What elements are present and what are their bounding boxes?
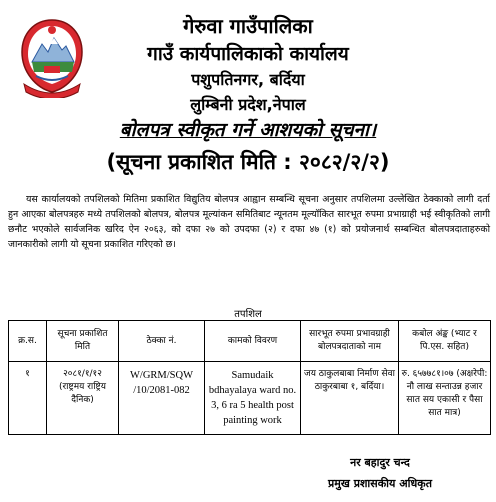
cell-work-description: Samudaik bdhayalaya ward no. 3, 6 ra 5 health post painting work	[205, 362, 301, 435]
cell-sn: १	[9, 362, 47, 435]
cell-bid-amount: रु. ६५७७८१।०७ (अक्षरेपी: नौ लाख सन्ताउन्न हजार सात सय एकासी र पैसा सात मात्र)	[399, 362, 491, 435]
signatory-designation: प्रमुख प्रशासकीय अधिकृत	[328, 477, 432, 490]
col-header-sn: क्र.स.	[9, 321, 47, 362]
signatory-name: नर बहादुर चन्द	[350, 456, 410, 469]
municipality-name: गेरुवा गाउँपालिका	[183, 14, 313, 38]
table-row	[9, 362, 491, 435]
table-header-row	[9, 321, 491, 362]
office-name: गाउँ कार्यपालिकाको कार्यालय	[147, 43, 349, 65]
notice-paragraph: यस कार्यालयको तपशिलको मितिमा प्रकाशित विद्युतिय बोलपत्र आह्वान सम्बन्धि सूचना अनुसार तपशिलमा उल्लेखित ठेक्काको लागी दर्ता हुन आएका बोलपत्रहरु मध्ये तपशिलको बोलपत्र, बोलपत्र मूल्यांकन समितिबाट न्यूनतम मूल्यॉकित सारभूत रुपमा प्रभाग्राही भई स्वीकृतिको लागी छनौट भएकोले सार्वजनिक खरिद ऐन २०६३, को दफा २७ को उपदफा (२) र दफा ४७ (१) को प्रयोजनार्थ सम्बन्धित बोलपत्रदाताहरुको जानकारीको लागी यो सूचना प्रकाशित गरिएको छ।	[8, 194, 490, 250]
table-caption: तपशिल	[234, 309, 262, 320]
col-header-work-description: कामको विवरण	[205, 321, 301, 362]
published-date: (सूचना प्रकाशित मिति : २०८२/२/२)	[106, 150, 390, 174]
cell-bidder-name: जय ठाकुलबाबा निर्माण सेवा ठाकुरबाबा १, बर्दिया।	[301, 362, 399, 435]
col-header-bid-amount: कबोल अंङ्क (भ्याट र पि.एस. सहित)	[399, 321, 491, 362]
col-header-published-date: सूचना प्रकाशित मिति	[47, 321, 119, 362]
office-province: लुम्बिनी प्रदेश,नेपाल	[190, 95, 306, 114]
notice-subject	[0, 116, 496, 142]
office-address: पशुपतिनगर, बर्दिया	[191, 70, 305, 89]
cell-contract-no: W/GRM/SQW /10/2081-082	[119, 362, 205, 435]
col-header-contract-no: ठेक्का नं.	[119, 321, 205, 362]
cell-published-date: २०८१/१/१२ (राष्ट्रमय राष्ट्रिय दैनिक)	[47, 362, 119, 435]
col-header-bidder-name: सारभूत रुपमा प्रभावग्राही बोलपत्रदाताको नाम	[301, 321, 399, 362]
details-table	[8, 320, 491, 435]
notice-subject-text: बोलपत्र स्वीकृत गर्ने आशयको सूचना।	[119, 119, 377, 141]
